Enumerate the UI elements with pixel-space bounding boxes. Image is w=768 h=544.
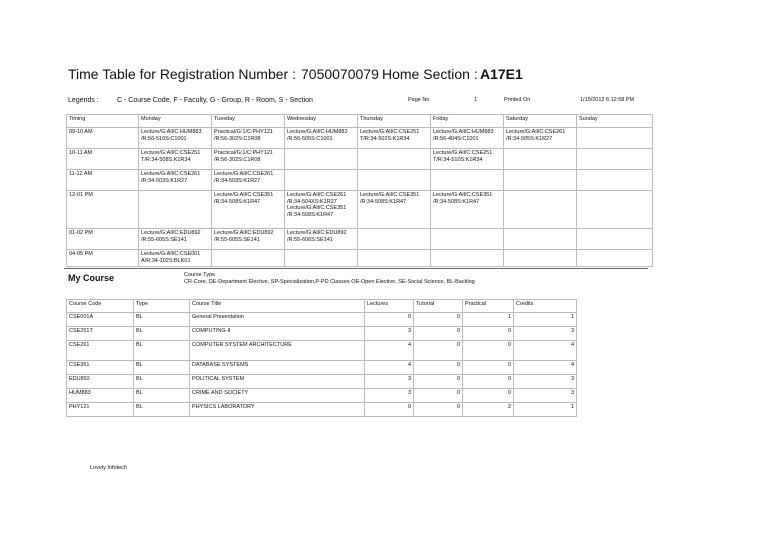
tt-cell: 10-11 AM	[67, 149, 139, 170]
course-row	[67, 389, 577, 403]
course-cell: PHYSICS LABORATORY	[190, 403, 365, 417]
tt-row	[67, 250, 653, 267]
page-number: 1	[474, 97, 478, 103]
course-cell: 0	[463, 341, 514, 361]
course-cell: EDU892	[67, 375, 134, 389]
course-cell: CSE251T	[67, 327, 134, 341]
course-header-cell: Course Code	[67, 300, 134, 313]
course-header-cell: Lectures	[365, 300, 414, 313]
legend-label: Legends :	[68, 97, 99, 104]
course-table	[66, 299, 577, 417]
course-type-label: Course Type	[184, 272, 216, 278]
tt-cell: Lecture/G:All/C:EDU892 /R:55-605S:SE141	[139, 229, 212, 250]
tt-cell	[504, 170, 577, 191]
tt-header-cell: Thursday	[358, 115, 431, 128]
course-cell: BL	[134, 327, 190, 341]
tt-cell: 09-10 AM	[67, 128, 139, 149]
tt-header-cell: Saturday	[504, 115, 577, 128]
course-cell: 0	[414, 389, 463, 403]
tt-cell: Lecture/G:All/C:CSE261 /R:34-503S:K1R27	[139, 170, 212, 191]
tt-cell	[358, 250, 431, 267]
course-cell: 2	[463, 403, 514, 417]
tt-cell	[285, 250, 358, 267]
registration-number: 7050070079	[301, 66, 379, 82]
printed-on-value: 1/15/2012 6:12:58 PM	[580, 97, 635, 103]
course-cell: 4	[365, 341, 414, 361]
course-cell: CSE261	[67, 341, 134, 361]
tt-cell	[577, 128, 653, 149]
course-cell: BL	[134, 313, 190, 327]
tt-cell	[431, 229, 504, 250]
printed-on-label: Printed On	[504, 97, 531, 103]
course-cell: 0	[414, 313, 463, 327]
tt-cell	[504, 250, 577, 267]
tt-cell: Lecture/G:All/C:HUM883 /R:56-510S:C1001	[139, 128, 212, 149]
course-cell: COMPUTER SYSTEM ARCHITECTURE	[190, 341, 365, 361]
tt-header-cell: Monday	[139, 115, 212, 128]
course-cell: CSE001A	[67, 313, 134, 327]
tt-cell	[577, 149, 653, 170]
tt-header-cell: Friday	[431, 115, 504, 128]
tt-cell	[504, 229, 577, 250]
tt-cell: 01-02 PM	[67, 229, 139, 250]
tt-cell: Lecture/G:All/C:CSE251 T/R:34-502S:K1R34	[358, 128, 431, 149]
course-cell: BL	[134, 341, 190, 361]
tt-cell: 04-05 PM	[67, 250, 139, 267]
course-header-cell: Practical	[463, 300, 514, 313]
tt-cell: Lecture/G:All/C:CSE251 T/R:34-510S:K1R34	[431, 149, 504, 170]
course-cell: 3	[365, 389, 414, 403]
tt-cell	[431, 170, 504, 191]
tt-row	[67, 229, 653, 250]
my-course-heading: My Course	[68, 273, 115, 283]
course-row	[67, 361, 577, 375]
course-cell: 1	[514, 313, 577, 327]
tt-row	[67, 170, 653, 191]
course-cell: 0	[365, 403, 414, 417]
home-section-value: A17E1	[480, 66, 523, 82]
tt-cell: Lecture/G:All/C:CSE351 /R:34-508S:K1R47	[431, 191, 504, 229]
home-section-label: Home Section :	[382, 66, 478, 82]
tt-cell: Lecture/G:All/C:HUM883 /R:56-404S:C1001	[431, 128, 504, 149]
tt-cell: Lecture/G:All/C:CSE261 /R:34-503S:K1R27	[212, 170, 285, 191]
tt-header-cell: Timing	[67, 115, 139, 128]
course-row	[67, 313, 577, 327]
course-cell: 0	[463, 375, 514, 389]
course-row	[67, 341, 577, 361]
tt-cell	[431, 250, 504, 267]
course-cell: 3	[365, 327, 414, 341]
tt-cell	[358, 170, 431, 191]
page-no-label: Page No	[408, 97, 430, 103]
tt-cell	[577, 191, 653, 229]
tt-row	[67, 128, 653, 149]
tt-cell: 12-01 PM	[67, 191, 139, 229]
course-header-cell: Course Title	[190, 300, 365, 313]
tt-cell: Practical/G:1/C:PHY121 /R:56-302S:C1R08	[212, 149, 285, 170]
tt-cell	[504, 191, 577, 229]
course-cell: COMPUTING-II	[190, 327, 365, 341]
course-cell: BL	[134, 389, 190, 403]
tt-cell: Lecture/G:All/C:HUM883 /R:56-505S:C1001	[285, 128, 358, 149]
course-cell: 4	[514, 361, 577, 375]
tt-row	[67, 149, 653, 170]
tt-cell: Lecture/G:All/C:CSE261 /R:34-504XS:K1R27 Lecture/G:All/C:CSE351 /R:34-508S:K1R47	[285, 191, 358, 229]
tt-cell	[285, 149, 358, 170]
tt-cell: Lecture/G:All/C:CSE251 T/R:34-508S:K1R34	[139, 149, 212, 170]
tt-cell	[504, 149, 577, 170]
course-row	[67, 403, 577, 417]
tt-cell	[285, 170, 358, 191]
legend-text: C - Course Code, F - Faculty, G - Group, R - Room, S - Section	[117, 97, 313, 104]
course-cell: 4	[365, 361, 414, 375]
page-title	[68, 66, 523, 82]
title-label: Time Table for Registration Number :	[68, 66, 296, 82]
course-cell: 1	[514, 403, 577, 417]
course-cell: 3	[365, 375, 414, 389]
tt-cell	[358, 229, 431, 250]
tt-header-cell: Wednesday	[285, 115, 358, 128]
course-header-cell: Tutorial	[414, 300, 463, 313]
timetable	[66, 114, 653, 267]
tt-cell	[577, 250, 653, 267]
course-cell: 0	[463, 389, 514, 403]
course-cell: 3	[514, 327, 577, 341]
course-header-cell: Credits	[514, 300, 577, 313]
course-cell: 0	[414, 327, 463, 341]
course-cell: 1	[463, 313, 514, 327]
course-type-legend	[184, 272, 475, 286]
tt-header-row	[67, 115, 653, 128]
course-cell: BL	[134, 375, 190, 389]
tt-cell: 11-12 AM	[67, 170, 139, 191]
tt-cell	[577, 170, 653, 191]
course-type-text: CR-Core, DE-Department Elective, SP-Specialization,P-PD Classes OE-Open Elective, SE-Social Science, BL-Backlog	[184, 279, 475, 285]
tt-cell	[212, 250, 285, 267]
course-row	[67, 375, 577, 389]
tt-header-cell: Sunday	[577, 115, 653, 128]
tt-header-cell: Tuesday	[212, 115, 285, 128]
tt-cell	[577, 229, 653, 250]
course-cell: HUM883	[67, 389, 134, 403]
tt-cell: Lecture/G:All/C:CSE351 /R:34-508S:K1R47	[212, 191, 285, 229]
footer-text: Lovely Infotech	[90, 465, 127, 471]
section-divider	[64, 268, 648, 269]
course-cell: BL	[134, 403, 190, 417]
course-cell: General Presentation	[190, 313, 365, 327]
tt-cell: Lecture/G:All/C:CSE261 /R:34-505S:K1R27	[504, 128, 577, 149]
course-header-cell: Type	[134, 300, 190, 313]
tt-cell: Lecture/G:All/C:EDU892 /R:55-605S:SE141	[212, 229, 285, 250]
course-header-row	[67, 300, 577, 313]
course-row	[67, 327, 577, 341]
course-cell: 0	[463, 327, 514, 341]
course-cell: PHY121	[67, 403, 134, 417]
tt-row	[67, 191, 653, 229]
course-cell: CRIME AND SOCIETY	[190, 389, 365, 403]
tt-cell	[358, 149, 431, 170]
tt-cell: Lecture/G:All/C:CSE351 /R:34-508S:K1R47	[358, 191, 431, 229]
course-cell: 0	[463, 361, 514, 375]
course-cell: 0	[414, 341, 463, 361]
course-cell: DATABASE SYSTEMS	[190, 361, 365, 375]
course-cell: 0	[365, 313, 414, 327]
course-cell: 3	[514, 375, 577, 389]
course-cell: BL	[134, 361, 190, 375]
course-cell: 0	[414, 403, 463, 417]
course-cell: 0	[414, 361, 463, 375]
course-cell: 3	[514, 389, 577, 403]
course-cell: 4	[514, 341, 577, 361]
tt-cell	[139, 191, 212, 229]
tt-cell: Lecture/G:All/C:CSE001 A/R:34-102S:BLK01	[139, 250, 212, 267]
tt-cell: Practical/G:1/C:PHY121 /R:56-302S:C1R08	[212, 128, 285, 149]
tt-cell: Lecture/G:All/C:EDU892 /R:55-606S:SE141	[285, 229, 358, 250]
course-cell: POLITICAL SYSTEM	[190, 375, 365, 389]
course-cell: CSE351	[67, 361, 134, 375]
course-cell: 0	[414, 375, 463, 389]
